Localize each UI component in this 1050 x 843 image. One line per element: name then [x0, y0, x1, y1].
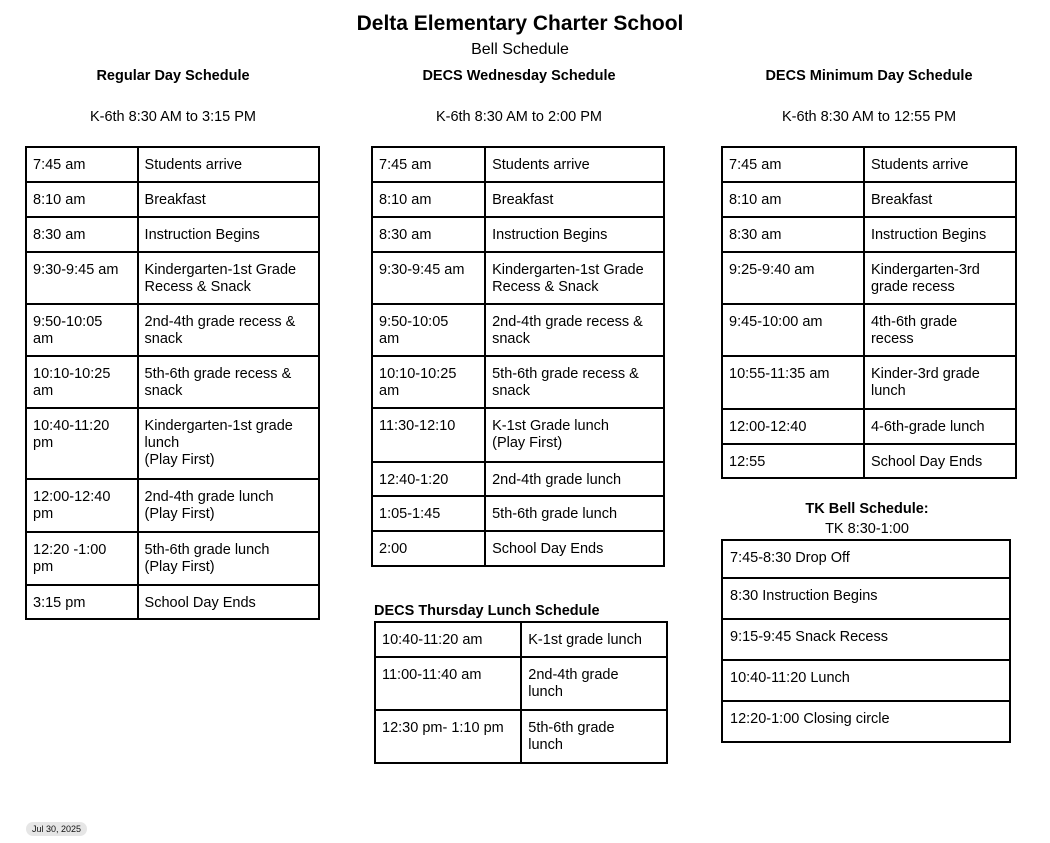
- tk-event-cell: 12:20-1:00 Closing circle: [722, 701, 1010, 742]
- event-cell: Students arrive: [138, 147, 319, 182]
- table-row: [722, 619, 1010, 660]
- time-cell: 8:10 am: [372, 182, 485, 217]
- event-cell: Breakfast: [864, 182, 1016, 217]
- table-row: [372, 462, 664, 496]
- tk-event-cell: 10:40-11:20 Lunch: [722, 660, 1010, 701]
- page-subtitle: Bell Schedule: [471, 41, 569, 58]
- time-cell: 11:30-12:10: [372, 408, 485, 462]
- event-cell: Kindergarten-1st grade lunch (Play First): [138, 408, 319, 479]
- table-row: [722, 660, 1010, 701]
- wednesday-schedule-range: K-6th 8:30 AM to 2:00 PM: [435, 109, 603, 125]
- time-cell: 8:10 am: [26, 182, 138, 217]
- table-row: [26, 252, 319, 304]
- table-row: [26, 217, 319, 252]
- table-row: [722, 444, 1016, 478]
- event-cell: 5th-6th grade lunch: [485, 496, 664, 531]
- minimum-schedule-table: [721, 146, 1017, 479]
- time-cell: 9:50-10:05 am: [372, 304, 485, 356]
- time-cell: 9:50-10:05 am: [26, 304, 138, 356]
- table-row: [26, 479, 319, 532]
- thursday-lunch-heading: DECS Thursday Lunch Schedule: [374, 603, 600, 619]
- event-cell: Kindergarten-1st Grade Recess & Snack: [485, 252, 664, 304]
- date-badge: Jul 30, 2025: [26, 822, 87, 836]
- event-cell: 5th-6th grade recess & snack: [138, 356, 319, 408]
- time-cell: 7:45 am: [372, 147, 485, 182]
- page-title: Delta Elementary Charter School: [356, 12, 684, 35]
- time-cell: 12:40-1:20: [372, 462, 485, 496]
- table-row: [722, 147, 1016, 182]
- table-row: [372, 217, 664, 252]
- event-cell: Kindergarten-1st Grade Recess & Snack: [138, 252, 319, 304]
- table-row: [722, 182, 1016, 217]
- time-cell: 1:05-1:45: [372, 496, 485, 531]
- event-cell: Instruction Begins: [485, 217, 664, 252]
- event-cell: 5th-6th grade lunch (Play First): [138, 532, 319, 585]
- tk-event-cell: 8:30 Instruction Begins: [722, 578, 1010, 619]
- table-row: [375, 657, 667, 710]
- event-cell: School Day Ends: [138, 585, 319, 619]
- table-row: [372, 496, 664, 531]
- table-row: [722, 252, 1016, 304]
- time-cell: 8:30 am: [372, 217, 485, 252]
- table-row: [375, 622, 667, 657]
- table-row: [722, 409, 1016, 444]
- time-cell: 9:30-9:45 am: [372, 252, 485, 304]
- table-row: [722, 356, 1016, 409]
- time-cell: 8:30 am: [26, 217, 138, 252]
- event-cell: 2nd-4th grade recess & snack: [485, 304, 664, 356]
- event-cell: 5th-6th grade lunch: [521, 710, 667, 763]
- tk-schedule-table: [721, 539, 1011, 743]
- time-cell: 8:30 am: [722, 217, 864, 252]
- table-row: [26, 532, 319, 585]
- time-cell: 12:20 -1:00 pm: [26, 532, 138, 585]
- wednesday-schedule-table: [371, 146, 665, 567]
- time-cell: 12:55: [722, 444, 864, 478]
- event-cell: 4-6th-grade lunch: [864, 409, 1016, 444]
- table-row: [372, 356, 664, 408]
- time-cell: 12:30 pm- 1:10 pm: [375, 710, 521, 763]
- event-cell: Students arrive: [485, 147, 664, 182]
- minimum-schedule-range: K-6th 8:30 AM to 12:55 PM: [781, 109, 957, 125]
- minimum-schedule-heading: DECS Minimum Day Schedule: [765, 68, 973, 84]
- tk-schedule-range: TK 8:30-1:00: [825, 521, 909, 537]
- regular-schedule-table: [25, 146, 320, 620]
- table-row: [722, 304, 1016, 356]
- table-row: [26, 147, 319, 182]
- event-cell: K-1st grade lunch: [521, 622, 667, 657]
- event-cell: 2nd-4th grade lunch: [485, 462, 664, 496]
- event-cell: 2nd-4th grade lunch (Play First): [138, 479, 319, 532]
- table-row: [722, 217, 1016, 252]
- thursday-lunch-table: [374, 621, 668, 764]
- event-cell: K-1st Grade lunch (Play First): [485, 408, 664, 462]
- table-row: [26, 408, 319, 479]
- time-cell: 7:45 am: [722, 147, 864, 182]
- table-row: [372, 531, 664, 566]
- regular-schedule-heading: Regular Day Schedule: [96, 68, 250, 84]
- time-cell: 10:40-11:20 am: [375, 622, 521, 657]
- event-cell: Breakfast: [485, 182, 664, 217]
- table-row: [372, 147, 664, 182]
- event-cell: 2nd-4th grade recess & snack: [138, 304, 319, 356]
- event-cell: Breakfast: [138, 182, 319, 217]
- time-cell: 9:25-9:40 am: [722, 252, 864, 304]
- tk-event-cell: 9:15-9:45 Snack Recess: [722, 619, 1010, 660]
- table-row: [722, 578, 1010, 619]
- time-cell: 9:45-10:00 am: [722, 304, 864, 356]
- time-cell: 11:00-11:40 am: [375, 657, 521, 710]
- table-row: [26, 585, 319, 619]
- event-cell: 4th-6th grade recess: [864, 304, 1016, 356]
- time-cell: 12:00-12:40 pm: [26, 479, 138, 532]
- time-cell: 10:10-10:25 am: [372, 356, 485, 408]
- table-row: [722, 540, 1010, 578]
- event-cell: School Day Ends: [485, 531, 664, 566]
- time-cell: 12:00-12:40: [722, 409, 864, 444]
- event-cell: School Day Ends: [864, 444, 1016, 478]
- time-cell: 7:45 am: [26, 147, 138, 182]
- time-cell: 2:00: [372, 531, 485, 566]
- event-cell: Instruction Begins: [864, 217, 1016, 252]
- time-cell: 8:10 am: [722, 182, 864, 217]
- table-row: [375, 710, 667, 763]
- table-row: [26, 182, 319, 217]
- time-cell: 10:55-11:35 am: [722, 356, 864, 409]
- wednesday-schedule-heading: DECS Wednesday Schedule: [422, 68, 616, 84]
- event-cell: 5th-6th grade recess & snack: [485, 356, 664, 408]
- event-cell: Kinder-3rd grade lunch: [864, 356, 1016, 409]
- table-row: [372, 408, 664, 462]
- table-row: [372, 182, 664, 217]
- tk-event-cell: 7:45-8:30 Drop Off: [722, 540, 1010, 578]
- time-cell: 10:40-11:20 pm: [26, 408, 138, 479]
- table-row: [372, 304, 664, 356]
- table-row: [722, 701, 1010, 742]
- table-row: [26, 356, 319, 408]
- event-cell: Instruction Begins: [138, 217, 319, 252]
- regular-schedule-range: K-6th 8:30 AM to 3:15 PM: [89, 109, 257, 125]
- event-cell: Students arrive: [864, 147, 1016, 182]
- event-cell: Kindergarten-3rd grade recess: [864, 252, 1016, 304]
- event-cell: 2nd-4th grade lunch: [521, 657, 667, 710]
- time-cell: 3:15 pm: [26, 585, 138, 619]
- time-cell: 9:30-9:45 am: [26, 252, 138, 304]
- time-cell: 10:10-10:25 am: [26, 356, 138, 408]
- table-row: [26, 304, 319, 356]
- table-row: [372, 252, 664, 304]
- tk-schedule-heading: TK Bell Schedule:: [805, 501, 929, 517]
